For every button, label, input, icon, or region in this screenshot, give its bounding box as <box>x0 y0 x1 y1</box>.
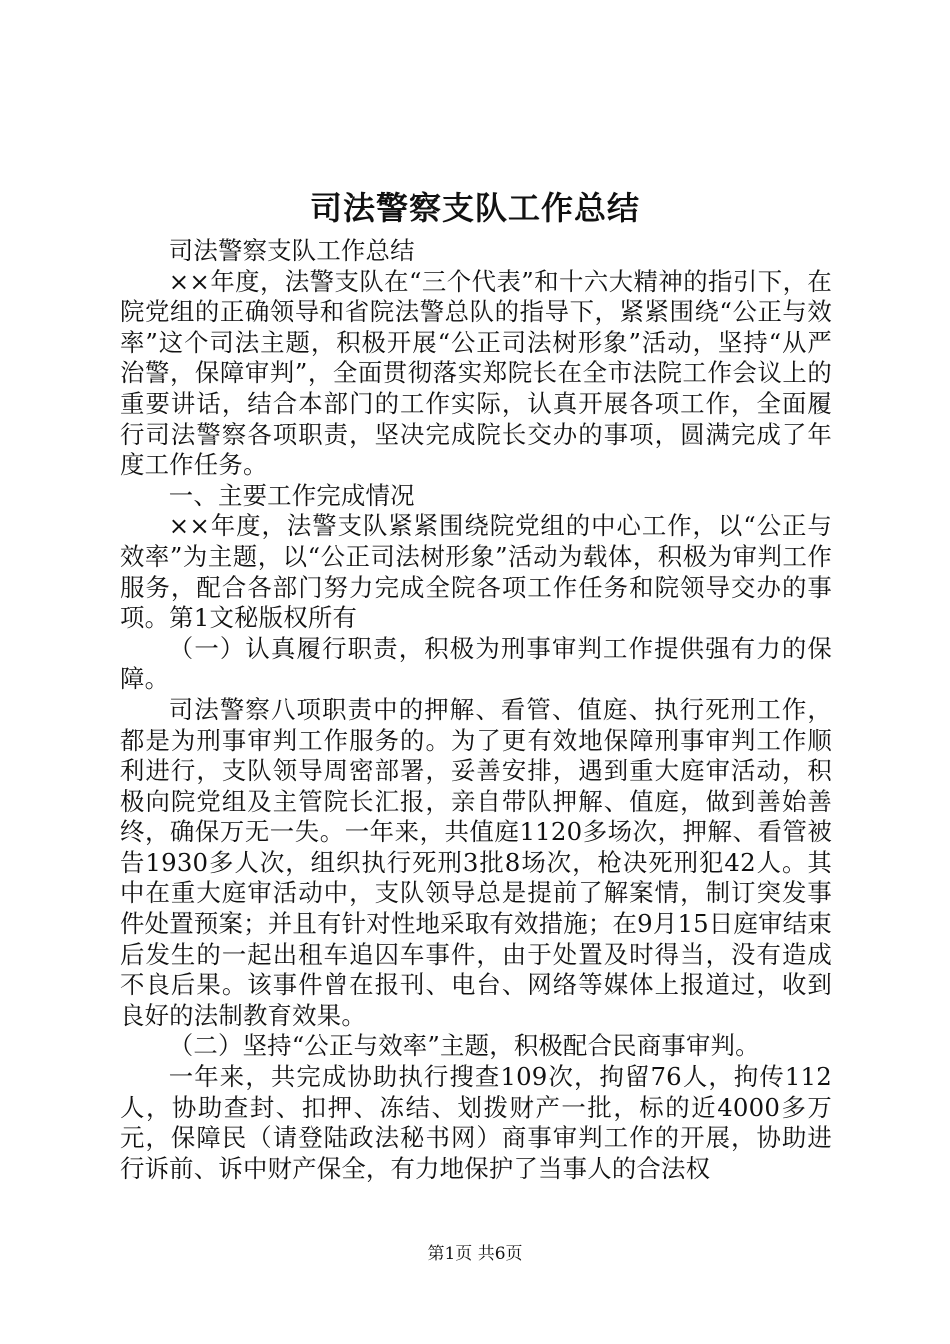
page-footer: 第1页 共6页 <box>427 1244 523 1264</box>
paragraph-criminal: 司法警察八项职责中的押解、看管、值庭、执行死刑工作，都是为刑事审判工作服务的。为了更有效地保障刑事审判工作顺利进行，支队领导周密部署，妥善安排，遇到重大庭审活动，积极向院党组及主管院长汇报，亲自带队押解、值庭，做到善始善终，确保万无一失。一年来，共值庭1120多场次，押解、看管被告1930多人次，组织执行死刑3批8场次，枪决死刑犯42人。其中在重大庭审活动中，支队领导总是提前了解案情，制订突发事件处置预案；并且有针对性地采取有效措施；在9月15日庭审结束后发生的一起出租车追囚车事件，由于处置及时得当，没有造成不良后果。该事件曾在报刊、电台、网络等媒体上报道过，收到良好的法制教育效果。 <box>120 694 832 1030</box>
document-body <box>120 236 832 1184</box>
paragraph-intro: ××年度，法警支队在“三个代表”和十六大精神的指引下，在院党组的正确领导和省院法警总队的指导下，紧紧围绕“公正与效率”这个司法主题，积极开展“公正司法树形象”活动，坚持“从严治警，保障审判”，全面贯彻落实郑院长在全市法院工作会议上的重要讲话，结合本部门的工作实际，认真开展各项工作，全面履行司法警察各项职责，坚决完成院长交办的事项，圆满完成了年度工作任务。 <box>120 266 832 480</box>
paragraph-heading: 司法警察支队工作总结 <box>168 236 415 265</box>
document-title: 司法警察支队工作总结 <box>309 189 640 227</box>
paragraph-main-work: ××年度，法警支队紧紧围绕院党组的中心工作，以“公正与效率”为主题，以“公正司法树形象”活动为载体，积极为审判工作服务，配合各部门努力完成全院各项工作任务和院领导交办的事项。第1文秘版权所有 <box>120 511 832 633</box>
subsection-heading-criminal: （一）认真履行职责，积极为刑事审判工作提供强有力的保障。 <box>120 633 832 694</box>
section-heading-main-work: 一、主要工作完成情况 <box>168 480 415 510</box>
subsection-heading-civil: （二）坚持“公正与效率”主题，积极配合民商事审判。 <box>168 1031 760 1061</box>
paragraph-civil: 一年来，共完成协助执行搜查109次，拘留76人，拘传112人，协助查封、扣押、冻结、划拨财产一批，标的近4000多万元，保障民（请登陆政法秘书网）商事审判工作的开展，协助进行诉前、诉中财产保全，有力地保护了当事人的合法权 <box>120 1062 832 1183</box>
